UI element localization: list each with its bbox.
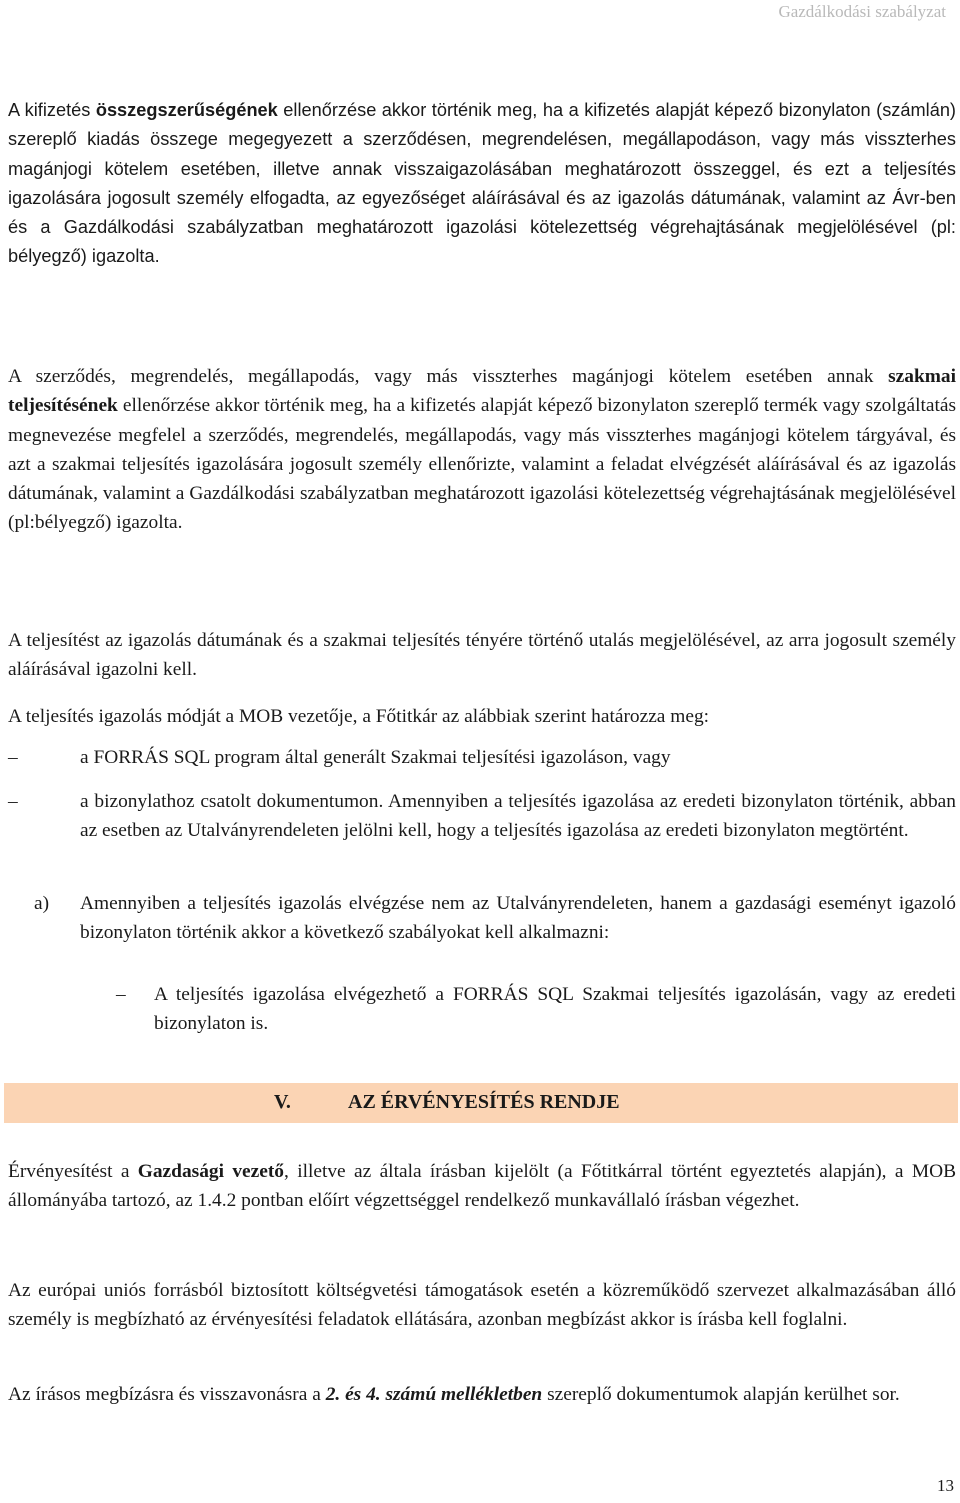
p1-text-c: ellenőrzése akkor történik meg, ha a kifizetés alapját képező bizonylaton (számlán) szereplő kiadás összege megegyezett a szerződésen, megrendelésen, megállapodáson, vagy más visszterhes magánjogi kötelem esetében, illetve annak visszaigazolásában meghatározott összeggel, és ezt a teljesítés igazolására jogosult személy elfogadta, az egyezőséget aláírásával és az igazolás dátumának, valamint az Ávr-ben és a Gazdálkodási szabályzatban meghatározott igazolási kötelezettség végrehajtásának megjelölésével (pl: bélyegző) igazolta.	[8, 100, 956, 267]
p2-bold-term: szakmai teljesítésének	[8, 366, 956, 417]
p1-text-a: A kifizetés	[8, 100, 96, 120]
paragraph-teljesites-igazolas: A teljesítést az igazolás dátumának és a szakmai teljesítés tényére történő utalás megjelölésével, az arra jogosult személy aláírásával igazolni kell.	[8, 630, 956, 681]
p8-bold-italic-reference: 2. és 4. számú mellékletben	[325, 1384, 543, 1405]
p8-text-a: Az írásos megbízásra és visszavonásra a	[8, 1384, 326, 1405]
nested-dash-item-text: A teljesítés igazolása elvégezhető a FORRÁS SQL Szakmai teljesítés igazolásán, vagy az eredeti bizonylaton is.	[154, 984, 956, 1035]
lettered-item-text: Amennyiben a teljesítés igazolás elvégzése nem az Utalványrendeleten, hanem a gazdasági eseményt igazoló bizonylaton történik akkor a következő szabályokat kell alkalmazni:	[80, 893, 956, 944]
paragraph-osszegszeruseg	[8, 96, 956, 272]
dash-item-text: a bizonylathoz csatolt dokumentumon. Amennyiben a teljesítés igazolása az eredeti bizonylaton történik, abban az esetben az Utalványrendeleten jelölni kell, hogy a teljesítés igazolása az eredeti bizonylaton megtörtént.	[80, 791, 956, 842]
page-number: 13	[937, 1476, 954, 1495]
section-number: V.	[274, 1091, 291, 1113]
p6-text-c: , illetve az általa írásban kijelölt (a Főtitkárral történt egyeztetés alapján), a MOB állományába tartozó, az 1.4.2 pontban előírt végzettséggel rendelkező munkavállaló írásban végezhet.	[8, 1161, 957, 1212]
p2-text-a: A szerződés, megrendelés, megállapodás, vagy más visszterhes magánjogi kötelem esetében annak	[8, 366, 889, 387]
section-heading-bar	[4, 1083, 958, 1123]
dash-marker: –	[116, 984, 126, 1005]
letter-marker: a)	[34, 893, 50, 914]
dash-list-item	[8, 787, 956, 846]
paragraph-igazolas-modja: A teljesítés igazolás módját a MOB vezetője, a Főtitkár az alábbiak szerint határozza meg:	[8, 706, 710, 727]
dash-marker: –	[8, 791, 18, 812]
paragraph-irasos-megbizas	[8, 1380, 956, 1409]
p6-text-a: Érvényesítést a	[8, 1161, 138, 1182]
dash-list-item	[8, 743, 956, 772]
p6-bold-term: Gazdasági vezető	[137, 1161, 284, 1182]
section-title: AZ ÉRVÉNYESÍTÉS RENDJE	[348, 1091, 620, 1113]
dash-marker: –	[8, 747, 18, 768]
p8-text-c: szereplő dokumentumok alapján kerülhet sor.	[542, 1384, 900, 1405]
paragraph-ervenyesites	[8, 1157, 956, 1216]
p2-text-c: ellenőrzése akkor történik meg, ha a kifizetés alapját képező bizonylaton szereplő termék vagy szolgáltatás megnevezése megfelel a szerződés, megrendelés, megállapodás, vagy más visszterhes magánjogi kötelem tárgyával, és azt a szakmai teljesítés igazolására jogosult személy ellenőrizte, valamint a feladat elvégzését aláírásával és az igazolás dátumának, valamint a Gazdálkodási szabályzatban meghatározott igazolási kötelezettség végrehajtásának megjelölésével (pl:bélyegző) igazolta.	[8, 395, 956, 534]
running-header: Gazdálkodási szabályzat	[778, 2, 946, 21]
paragraph-szakmai-teljesites	[8, 362, 956, 538]
lettered-list-item	[34, 889, 956, 948]
paragraph-eu-tamogatasok: Az európai uniós forrásból biztosított költségvetési támogatások esetén a közreműködő szervezet alkalmazásában álló személy is megbízható az érvényesítési feladatok ellátására, azonban megbízást akkor is írásba kell foglalni.	[8, 1280, 956, 1331]
p1-bold-term: összegszerűségének	[95, 100, 278, 120]
dash-item-text: a FORRÁS SQL program által generált Szakmai teljesítési igazoláson, vagy	[80, 747, 671, 768]
nested-dash-list-item	[116, 980, 956, 1039]
